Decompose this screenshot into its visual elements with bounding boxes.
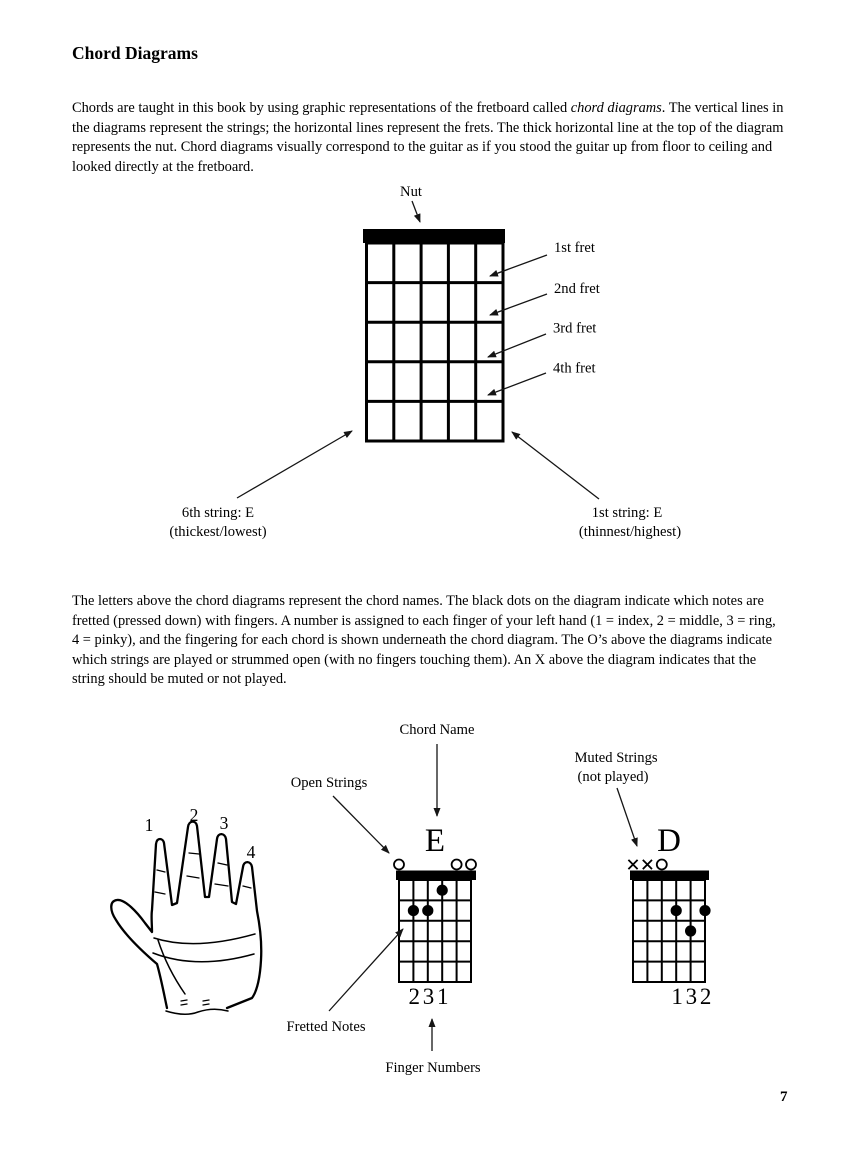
- explanation-paragraph: The letters above the chord diagrams represent the chord names. The black dots on the diagram indicate which notes are fretted (pressed down) with fingers. A number is assigned to each finger of your left hand (1 = index, 2 = middle, 3 = ring, 4 = pinky), and the fingering for each chord is shown underneath the chord diagram. The O’s above the diagrams indicate which strings are played or strummed open (with no fingers touching them). An X above the diagram indicates that the string should be muted or not played.: [72, 593, 776, 688]
- fret-label-4: 4th fret: [553, 360, 596, 377]
- fret-label-1: 1st fret: [554, 240, 595, 256]
- fret-arrow-1: [490, 255, 547, 276]
- e-chord-fingering: 2 3 1: [408, 984, 448, 1009]
- open-strings-label: Open Strings: [290, 775, 368, 791]
- hand-finger-number-4: 4: [246, 842, 256, 862]
- page-number: 7: [780, 1089, 788, 1105]
- d-chord-nut: [630, 871, 709, 881]
- finger-numbers-label: Finger Numbers: [385, 1060, 481, 1076]
- intro-text-continued: . The vertical lines in the diagrams represent the strings; the horizontal lines represent the frets. The thick horizontal line at the top of the diagram represents the nut. Chord diagrams visually correspond to the guitar as if you stood the guitar up from floor to ceiling and looked directly at the fretboard.: [72, 100, 784, 175]
- open-string-marker: [466, 860, 476, 870]
- fret-arrow-2: [490, 294, 547, 315]
- e-chord-nut: [396, 871, 476, 881]
- hand-illustration: [111, 822, 261, 1015]
- muted-string-marker: [643, 860, 652, 869]
- page-title: Chord Diagrams: [72, 43, 198, 63]
- muted-strings-label-line2: (not played): [577, 769, 649, 785]
- sixth-string-arrow: [237, 431, 352, 498]
- fretted-note-dot: [671, 905, 682, 916]
- d-chord-diagram: [628, 823, 710, 1009]
- e-chord-name: E: [424, 823, 446, 859]
- fretted-note-dot: [437, 885, 448, 896]
- nut-bar: [363, 229, 505, 243]
- muted-string-marker: [628, 860, 637, 869]
- open-string-marker: [394, 860, 404, 870]
- sixth-string-label-line2: (thickest/lowest): [169, 524, 267, 540]
- fretted-notes-label: Fretted Notes: [286, 1019, 366, 1035]
- chord-example-figure: [0, 710, 864, 1090]
- fret-label-3: 3rd fret: [553, 320, 597, 337]
- fretted-note-dot: [699, 905, 710, 916]
- chord-name-label: Chord Name: [399, 722, 475, 738]
- hand-outline: [111, 822, 261, 1008]
- hand-finger-number-1: 1: [144, 815, 154, 835]
- muted-strings-label-line1: Muted Strings: [574, 750, 658, 766]
- open-string-marker: [657, 860, 667, 870]
- sixth-string-label-line1: 6th string: E: [181, 505, 255, 521]
- fretboard-grid: [365, 243, 505, 441]
- fret-arrow-4: [488, 373, 546, 395]
- nut-label: Nut: [400, 184, 422, 200]
- first-string-label-line1: 1st string: E: [591, 505, 663, 521]
- hand-finger-number-3: 3: [219, 813, 229, 833]
- intro-italic-term: chord diagrams: [570, 100, 662, 117]
- muted-strings-arrow: [617, 788, 637, 846]
- d-chord-name: D: [657, 823, 681, 859]
- fretted-note-dot: [408, 905, 419, 916]
- e-chord-grid: [398, 880, 472, 982]
- intro-paragraph: [72, 99, 784, 177]
- fretted-note-dot: [422, 905, 433, 916]
- first-string-label-line2: (thinnest/highest): [578, 524, 682, 540]
- fret-label-2: 2nd fret: [554, 281, 600, 297]
- intro-text: Chords are taught in this book by using graphic representations of the fretboard called: [72, 100, 571, 117]
- nut-arrow: [412, 201, 420, 222]
- e-chord-diagram: [394, 823, 476, 1009]
- open-strings-arrow: [333, 796, 389, 853]
- hand-finger-number-2: 2: [189, 805, 199, 825]
- fretted-note-dot: [685, 925, 696, 936]
- d-chord-fingering: 1 3 2: [671, 984, 710, 1009]
- first-string-arrow: [512, 432, 599, 499]
- fretboard-figure: [0, 175, 864, 545]
- open-string-marker: [452, 860, 462, 870]
- fretted-notes-arrow: [329, 929, 403, 1011]
- fret-arrow-3: [488, 334, 546, 357]
